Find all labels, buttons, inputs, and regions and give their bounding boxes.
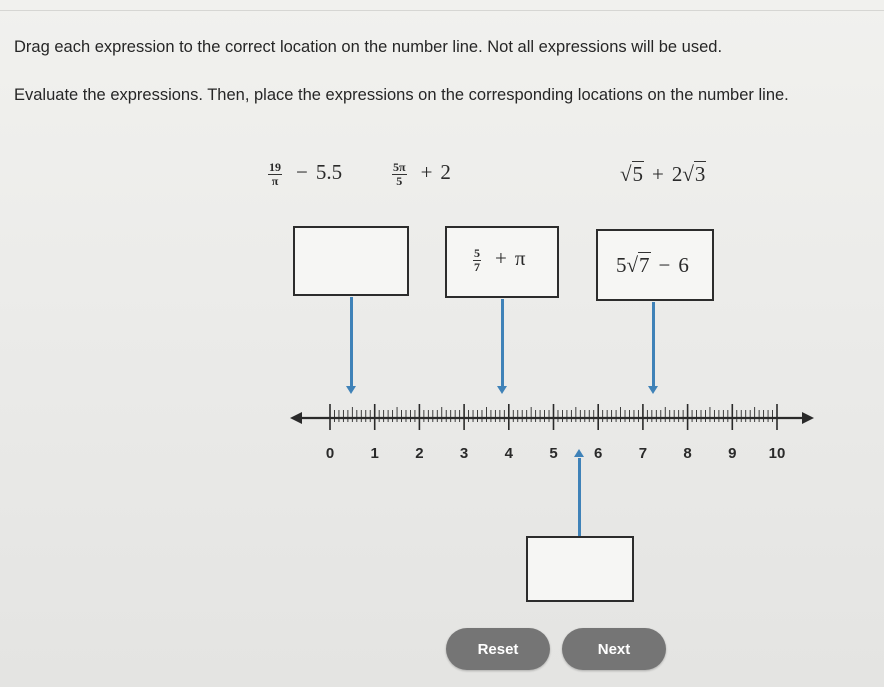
- sqrt: √3: [682, 162, 706, 186]
- drop-zone-empty-2[interactable]: [526, 536, 634, 602]
- instruction-evaluate: Evaluate the expressions. Then, place the expressions on the corresponding locations on the number line.: [14, 86, 789, 104]
- number-line-left-arrow: [290, 412, 302, 424]
- tick-label-1: 1: [370, 445, 379, 462]
- sqrt: √7: [626, 253, 650, 277]
- connector-line-2: [501, 299, 504, 387]
- number-line-ticks: [330, 404, 777, 430]
- sqrt: √5: [620, 162, 644, 186]
- placed-expression-5-over-7-plus-pi[interactable]: $\frac{5}{7}$ + π: [474, 246, 526, 274]
- drop-zone-empty-1[interactable]: [293, 226, 409, 296]
- instruction-drag: Drag each expression to the correct location on the number line. Not all expressions will be used.: [14, 38, 723, 56]
- arrowhead-1: [346, 386, 356, 394]
- tick-label-3: 3: [459, 445, 469, 462]
- draggable-expression-sqrt5-plus-2sqrt3[interactable]: √5 + 2√3: [620, 162, 706, 186]
- tick-label-0: 0: [325, 445, 335, 462]
- draggable-expression-5pi-over-5-plus-2[interactable]: $\frac{5\pi}{5}$ + 2: [393, 160, 451, 188]
- connector-line-3: [652, 302, 655, 387]
- connector-line-1: [350, 297, 353, 387]
- tick-label-7: 7: [638, 445, 648, 462]
- tick-label-9: 9: [728, 445, 737, 462]
- tick-label-4: 4: [504, 445, 513, 462]
- fraction: $\frac{19}{\pi}$: [269, 160, 281, 188]
- tick-label-2: 2: [415, 445, 424, 462]
- tick-label-6: 6: [594, 445, 603, 462]
- number-line-tick-labels: [326, 445, 786, 462]
- number-line-right-arrow: [802, 412, 814, 424]
- placed-expression-5sqrt7-minus-6[interactable]: 5√7 − 6: [616, 253, 689, 277]
- arrowhead-2: [497, 386, 507, 394]
- fraction: $\frac{5}{7}$: [474, 246, 480, 274]
- header-divider: [0, 10, 884, 11]
- arrowhead-4: [574, 449, 584, 457]
- tick-label-8: 8: [683, 445, 692, 462]
- draggable-expression-19-over-pi-minus-5-5[interactable]: $\frac{19}{\pi}$ − 5.5: [269, 160, 343, 188]
- drop-zone-filled-5sqrt7-minus-6[interactable]: [596, 229, 714, 301]
- reset-button[interactable]: Reset: [446, 628, 550, 670]
- tick-label-5: 5: [549, 445, 558, 462]
- drop-zone-filled-5-over-7-plus-pi[interactable]: [445, 226, 559, 298]
- connector-line-4: [578, 458, 581, 536]
- tick-label-10: 10: [768, 445, 786, 462]
- next-button[interactable]: Next: [562, 628, 666, 670]
- arrowhead-3: [648, 386, 658, 394]
- fraction: $\frac{5\pi}{5}$: [393, 160, 406, 188]
